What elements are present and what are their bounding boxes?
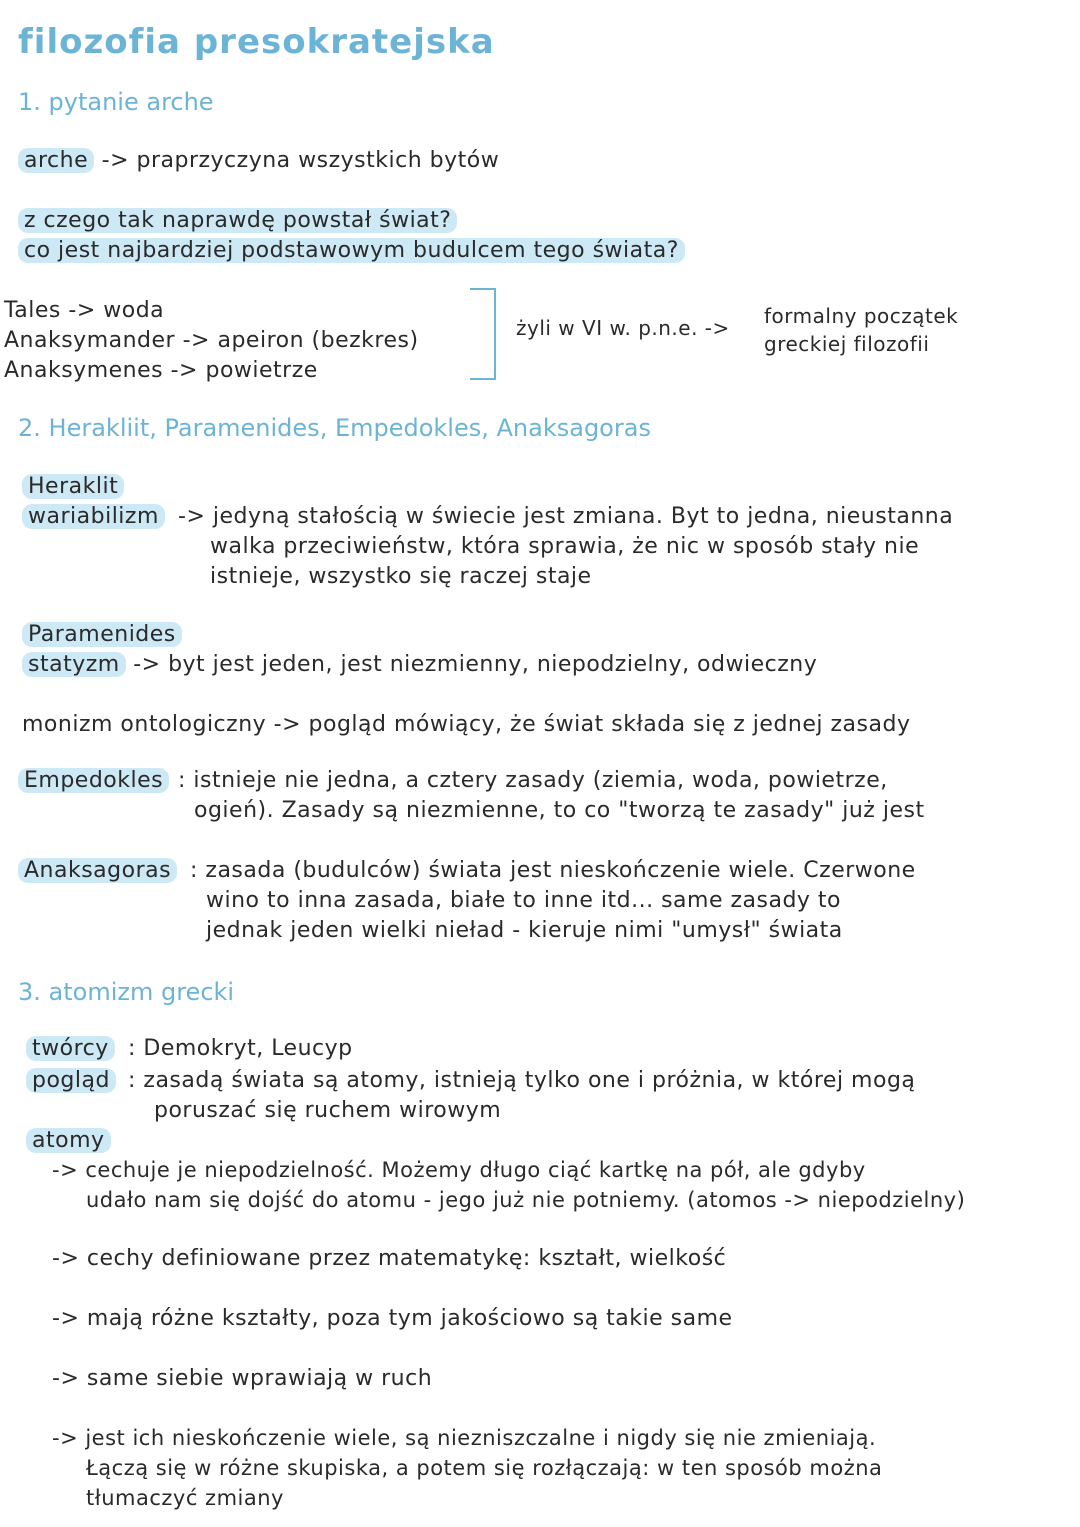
tworcy-value: : Demokryt, Leucyp bbox=[128, 1036, 353, 1061]
arche-philosophers-list bbox=[4, 296, 419, 386]
grouping-bracket bbox=[470, 288, 496, 380]
formal-start-2: greckiej filozofii bbox=[764, 332, 930, 356]
atom-bullet-1-line-2: udało nam się dojść do atomu - jego już nie potniemy. (atomos -> niepodzielny) bbox=[86, 1188, 966, 1212]
anaksagoras-label: Anaksagoras bbox=[18, 858, 177, 883]
atom-bullet-4: -> same siebie wprawiają w ruch bbox=[52, 1366, 433, 1391]
statyzm-term: statyzm bbox=[22, 652, 126, 677]
wariabilizm-line-3: istnieje, wszystko się raczej staje bbox=[210, 564, 592, 589]
atom-bullet-3: -> mają różne kształty, poza tym jakościowo są takie same bbox=[52, 1306, 733, 1331]
list-item: Anaksymander -> apeiron (bezkres) bbox=[4, 328, 419, 353]
wariabilizm-line-2: walka przeciwieństw, która sprawia, że nic w sposób stały nie bbox=[210, 534, 920, 559]
statyzm-definition: -> byt jest jeden, jest niezmienny, niepodzielny, odwieczny bbox=[133, 652, 818, 677]
statyzm-line bbox=[22, 652, 817, 677]
question-1: z czego tak naprawdę powstał świat? bbox=[18, 208, 457, 233]
section-1-heading: 1. pytanie arche bbox=[18, 88, 214, 116]
page-title: filozofia presokratejska bbox=[18, 22, 495, 62]
section-2-heading: 2. Herakliit, Paramenides, Empedokles, Anaksagoras bbox=[18, 414, 651, 442]
atom-bullet-5-line-2: Łączą się w różne skupiska, a potem się rozłączają: w ten sposób można bbox=[86, 1456, 883, 1480]
arche-term: arche bbox=[18, 148, 94, 173]
anaksagoras-line-3: jednak jeden wielki nieład - kieruje nimi "umysł" świata bbox=[206, 918, 843, 943]
lived-note: żyli w VI w. p.n.e. -> bbox=[516, 316, 730, 340]
atomy-term: atomy bbox=[26, 1128, 111, 1153]
empedokles-line-1: : istnieje nie jedna, a cztery zasady (ziemia, woda, powietrze, bbox=[178, 768, 888, 793]
list-item: Anaksymenes -> powietrze bbox=[4, 358, 318, 383]
empedokles-label: Empedokles bbox=[18, 768, 169, 793]
wariabilizm-term: wariabilizm bbox=[22, 504, 165, 529]
monizm-line: monizm ontologiczny -> pogląd mówiący, że świat składa się z jednej zasady bbox=[22, 712, 911, 737]
poglad-line-2: poruszać się ruchem wirowym bbox=[154, 1098, 502, 1123]
atom-bullet-5-line-1: -> jest ich nieskończenie wiele, są niezniszczalne i nigdy się nie zmieniają. bbox=[52, 1426, 877, 1450]
arche-line bbox=[18, 148, 499, 173]
heraklit-label: Heraklit bbox=[22, 474, 124, 499]
wariabilizm-line-1: -> jedyną stałością w świecie jest zmiana. Byt to jedna, nieustanna bbox=[178, 504, 954, 529]
tworcy-term: twórcy bbox=[26, 1036, 115, 1061]
question-2: co jest najbardziej podstawowym budulcem tego świata? bbox=[18, 238, 685, 263]
paramenides-label: Paramenides bbox=[22, 622, 182, 647]
anaksagoras-line-2: wino to inna zasada, białe to inne itd... same zasady to bbox=[206, 888, 842, 913]
atom-bullet-1-line-1: -> cechuje je niepodzielność. Możemy długo ciąć kartkę na pół, ale gdyby bbox=[52, 1158, 866, 1182]
empedokles-line-2: ogień). Zasady są niezmienne, to co "tworzą te zasady" już jest bbox=[194, 798, 925, 823]
list-item: Tales -> woda bbox=[4, 298, 165, 323]
poglad-line-1: : zasadą świata są atomy, istnieją tylko one i próżnia, w której mogą bbox=[128, 1068, 916, 1093]
atom-bullet-2: -> cechy definiowane przez matematykę: kształt, wielkość bbox=[52, 1246, 727, 1271]
section-3-heading: 3. atomizm grecki bbox=[18, 978, 235, 1006]
atom-bullet-5-line-3: tłumaczyć zmiany bbox=[86, 1486, 284, 1510]
poglad-term: pogląd bbox=[26, 1068, 116, 1093]
formal-start-1: formalny początek bbox=[764, 304, 959, 328]
anaksagoras-line-1: : zasada (budulców) świata jest nieskończenie wiele. Czerwone bbox=[190, 858, 916, 883]
arche-definition: -> praprzyczyna wszystkich bytów bbox=[101, 148, 500, 173]
